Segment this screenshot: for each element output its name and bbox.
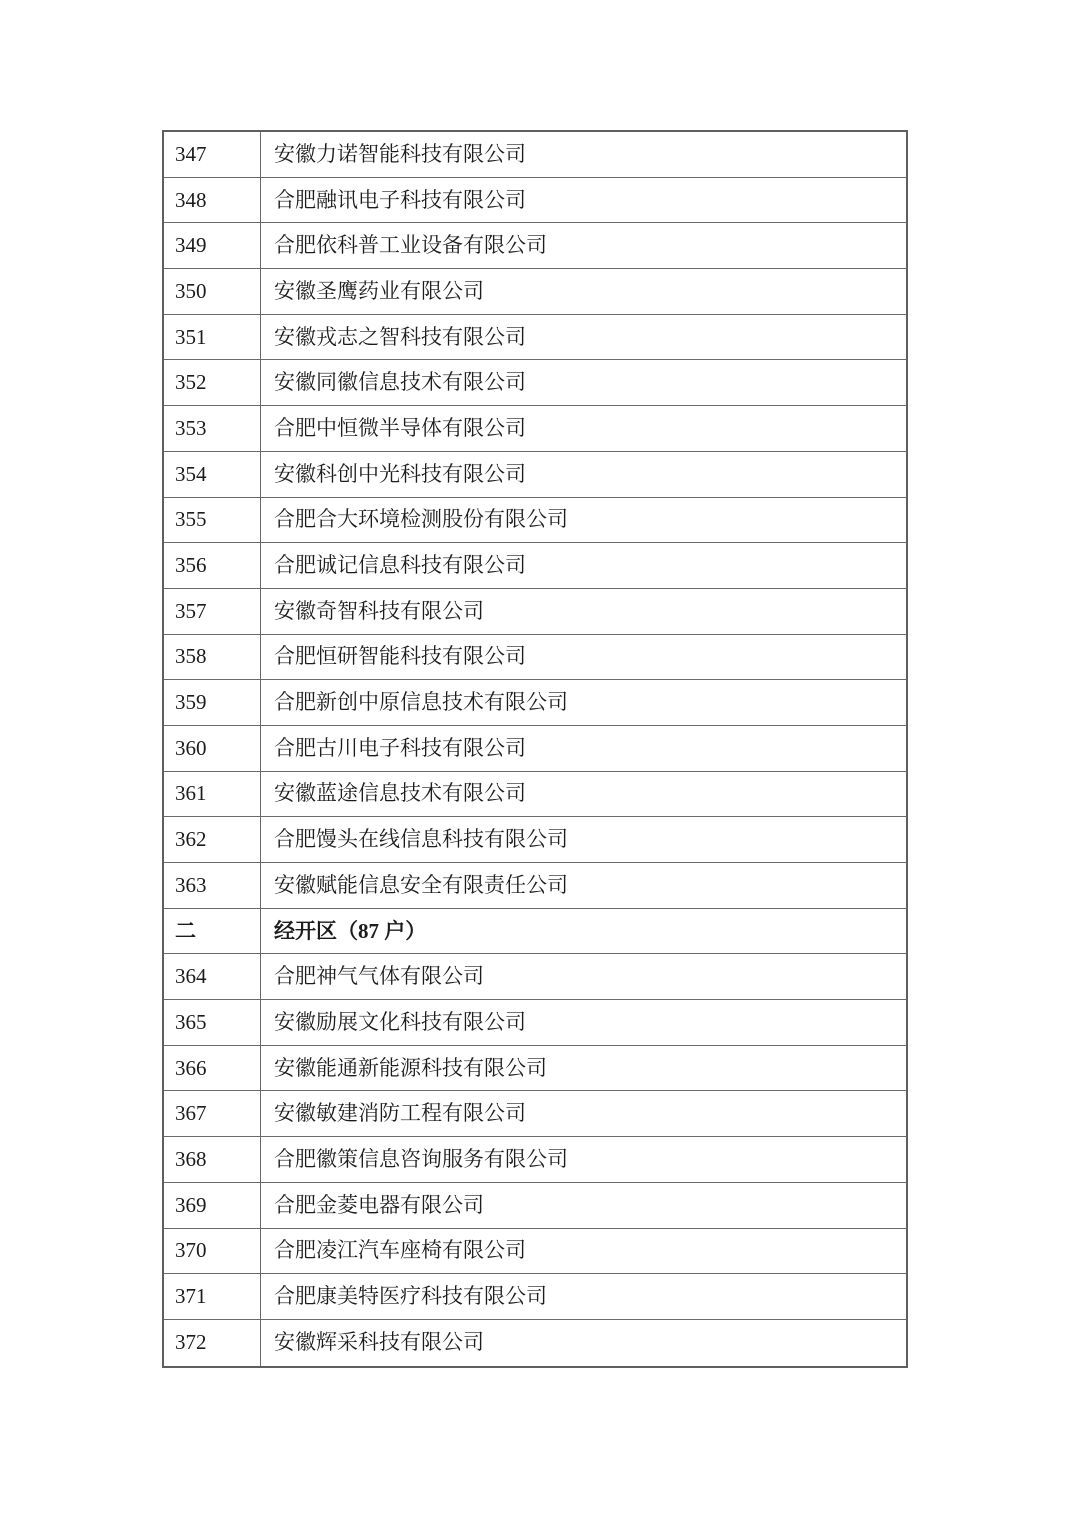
company-name-cell: 合肥依科普工业设备有限公司 bbox=[274, 233, 547, 258]
company-name-cell: 安徽蓝途信息技术有限公司 bbox=[274, 781, 526, 806]
table-row bbox=[164, 1000, 906, 1046]
company-name-cell: 安徽赋能信息安全有限责任公司 bbox=[274, 872, 568, 897]
table-row bbox=[164, 543, 906, 589]
table-row bbox=[164, 406, 906, 452]
table-row bbox=[164, 498, 906, 544]
row-number-cell: 370 bbox=[164, 1229, 261, 1274]
row-number-cell: 347 bbox=[164, 132, 261, 177]
company-name-cell: 合肥新创中原信息技术有限公司 bbox=[274, 690, 568, 715]
table-row bbox=[164, 1320, 906, 1366]
row-number-cell: 357 bbox=[164, 589, 261, 634]
company-name-cell: 安徽敏建消防工程有限公司 bbox=[274, 1101, 526, 1126]
row-number-cell: 350 bbox=[164, 269, 261, 314]
row-number-cell: 361 bbox=[164, 772, 261, 817]
row-number-cell: 354 bbox=[164, 452, 261, 497]
table-row bbox=[164, 1274, 906, 1320]
row-number-cell: 358 bbox=[164, 635, 261, 680]
table-row bbox=[164, 315, 906, 361]
row-number-cell: 351 bbox=[164, 315, 261, 360]
company-name-cell: 合肥古川电子科技有限公司 bbox=[274, 735, 526, 760]
company-name-cell: 安徽奇智科技有限公司 bbox=[274, 598, 484, 623]
company-name-cell: 合肥融讯电子科技有限公司 bbox=[274, 187, 526, 212]
row-number-cell: 369 bbox=[164, 1183, 261, 1228]
company-name-cell: 安徽力诺智能科技有限公司 bbox=[274, 141, 526, 166]
row-number-cell: 349 bbox=[164, 223, 261, 268]
company-table bbox=[162, 130, 908, 1368]
row-number-cell: 348 bbox=[164, 178, 261, 223]
company-name-cell: 安徽同徽信息技术有限公司 bbox=[274, 370, 526, 395]
company-name-cell: 合肥凌江汽车座椅有限公司 bbox=[274, 1238, 526, 1263]
table-row bbox=[164, 726, 906, 772]
row-number-cell: 368 bbox=[164, 1137, 261, 1182]
company-name-cell: 经开区（87 户） bbox=[274, 918, 427, 943]
row-number-cell: 366 bbox=[164, 1046, 261, 1091]
table-row bbox=[164, 772, 906, 818]
row-number-cell: 352 bbox=[164, 360, 261, 405]
row-number-cell: 367 bbox=[164, 1091, 261, 1136]
table-row bbox=[164, 863, 906, 909]
company-name-cell: 合肥金菱电器有限公司 bbox=[274, 1192, 484, 1217]
row-number-cell: 359 bbox=[164, 680, 261, 725]
row-number-cell: 355 bbox=[164, 498, 261, 543]
table-row bbox=[164, 817, 906, 863]
table-row bbox=[164, 452, 906, 498]
table-row bbox=[164, 360, 906, 406]
company-name-cell: 安徽能通新能源科技有限公司 bbox=[274, 1055, 547, 1080]
company-name-cell: 合肥合大环境检测股份有限公司 bbox=[274, 507, 568, 532]
company-name-cell: 合肥康美特医疗科技有限公司 bbox=[274, 1284, 547, 1309]
company-name-cell: 安徽励展文化科技有限公司 bbox=[274, 1009, 526, 1034]
table-row bbox=[164, 954, 906, 1000]
company-name-cell: 合肥恒研智能科技有限公司 bbox=[274, 644, 526, 669]
table-row bbox=[164, 1229, 906, 1275]
company-name-cell: 安徽科创中光科技有限公司 bbox=[274, 461, 526, 486]
table-row bbox=[164, 178, 906, 224]
table-row bbox=[164, 1137, 906, 1183]
row-number-cell: 371 bbox=[164, 1274, 261, 1319]
row-number-cell: 363 bbox=[164, 863, 261, 908]
table-row bbox=[164, 1046, 906, 1092]
table-row bbox=[164, 1091, 906, 1137]
company-name-cell: 合肥馒头在线信息科技有限公司 bbox=[274, 827, 568, 852]
row-number-cell: 365 bbox=[164, 1000, 261, 1045]
company-name-cell: 合肥神气气体有限公司 bbox=[274, 964, 484, 989]
table-row bbox=[164, 132, 906, 178]
company-name-cell: 合肥诚记信息科技有限公司 bbox=[274, 553, 526, 578]
company-name-cell: 合肥徽策信息咨询服务有限公司 bbox=[274, 1146, 568, 1171]
table-row bbox=[164, 635, 906, 681]
table-row bbox=[164, 223, 906, 269]
row-number-cell: 362 bbox=[164, 817, 261, 862]
row-number-cell: 353 bbox=[164, 406, 261, 451]
table-row bbox=[164, 269, 906, 315]
row-number-cell: 364 bbox=[164, 954, 261, 999]
table-row bbox=[164, 680, 906, 726]
table-row bbox=[164, 1183, 906, 1229]
section-header-row bbox=[164, 909, 906, 955]
company-name-cell: 合肥中恒微半导体有限公司 bbox=[274, 415, 526, 440]
company-name-cell: 安徽戎志之智科技有限公司 bbox=[274, 324, 526, 349]
company-name-cell: 安徽圣鹰药业有限公司 bbox=[274, 278, 484, 303]
row-number-cell: 372 bbox=[164, 1320, 261, 1366]
row-number-cell: 二 bbox=[164, 909, 261, 954]
table-row bbox=[164, 589, 906, 635]
row-number-cell: 356 bbox=[164, 543, 261, 588]
row-number-cell: 360 bbox=[164, 726, 261, 771]
company-name-cell: 安徽辉采科技有限公司 bbox=[274, 1330, 484, 1355]
